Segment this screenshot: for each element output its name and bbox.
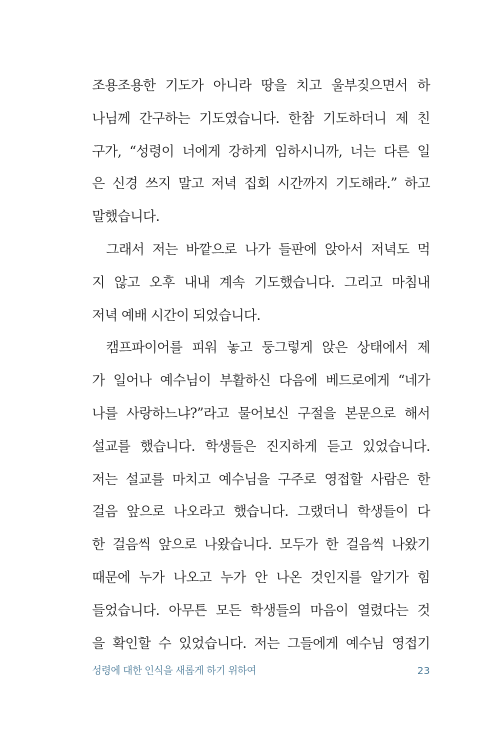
text-line: 나를 사랑하느냐?”라고 물어보신 구절을 본문으로 해서	[92, 405, 430, 422]
text-line: 들었습니다. 아무튼 모든 학생들의 마음이 열렸다는 것	[92, 602, 430, 619]
text-line: 걸음 앞으로 나오라고 했습니다. 그랬더니 학생들이 다	[92, 504, 430, 521]
body-text	[92, 70, 430, 660]
text-line: 설교를 했습니다. 학생들은 진지하게 듣고 있었습니다.	[92, 438, 430, 455]
text-line: 은 신경 쓰지 말고 저녁 집회 시간까지 기도해라.” 하고	[92, 176, 430, 193]
page-number: 23	[417, 666, 430, 677]
page-footer	[92, 664, 430, 680]
text-line-paragraph-start: 캠프파이어를 피워 놓고 둥그렇게 앉은 상태에서 제	[106, 340, 430, 357]
text-line: 말했습니다.	[92, 209, 160, 226]
text-line: 지 않고 오후 내내 계속 기도했습니다. 그리고 마침내	[92, 274, 430, 291]
text-line: 저는 설교를 마치고 예수님을 구주로 영접할 사람은 한	[92, 471, 430, 488]
text-line-paragraph-start: 그래서 저는 바깥으로 나가 들판에 앉아서 저녁도 먹	[106, 241, 430, 258]
text-line: 한 걸음씩 앞으로 나왔습니다. 모두가 한 걸음씩 나왔기	[92, 537, 430, 554]
running-footer-title: 성령에 대한 인식을 새롭게 하기 위하여	[92, 666, 257, 677]
text-line: 을 확인할 수 있었습니다. 저는 그들에게 예수님 영접기	[92, 635, 430, 652]
text-line: 구가, “성령이 너에게 강하게 임하시니까, 너는 다른 일	[92, 143, 430, 160]
text-line: 가 일어나 예수님이 부활하신 다음에 베드로에게 “네가	[92, 373, 430, 390]
text-line: 저녁 예배 시간이 되었습니다.	[92, 307, 261, 324]
text-line: 조용조용한 기도가 아니라 땅을 치고 울부짖으면서 하	[92, 78, 430, 94]
text-line: 나님께 간구하는 기도였습니다. 한참 기도하더니 제 친	[92, 110, 430, 127]
text-line: 때문에 누가 나오고 누가 안 나온 것인지를 알기가 힘	[92, 569, 430, 586]
